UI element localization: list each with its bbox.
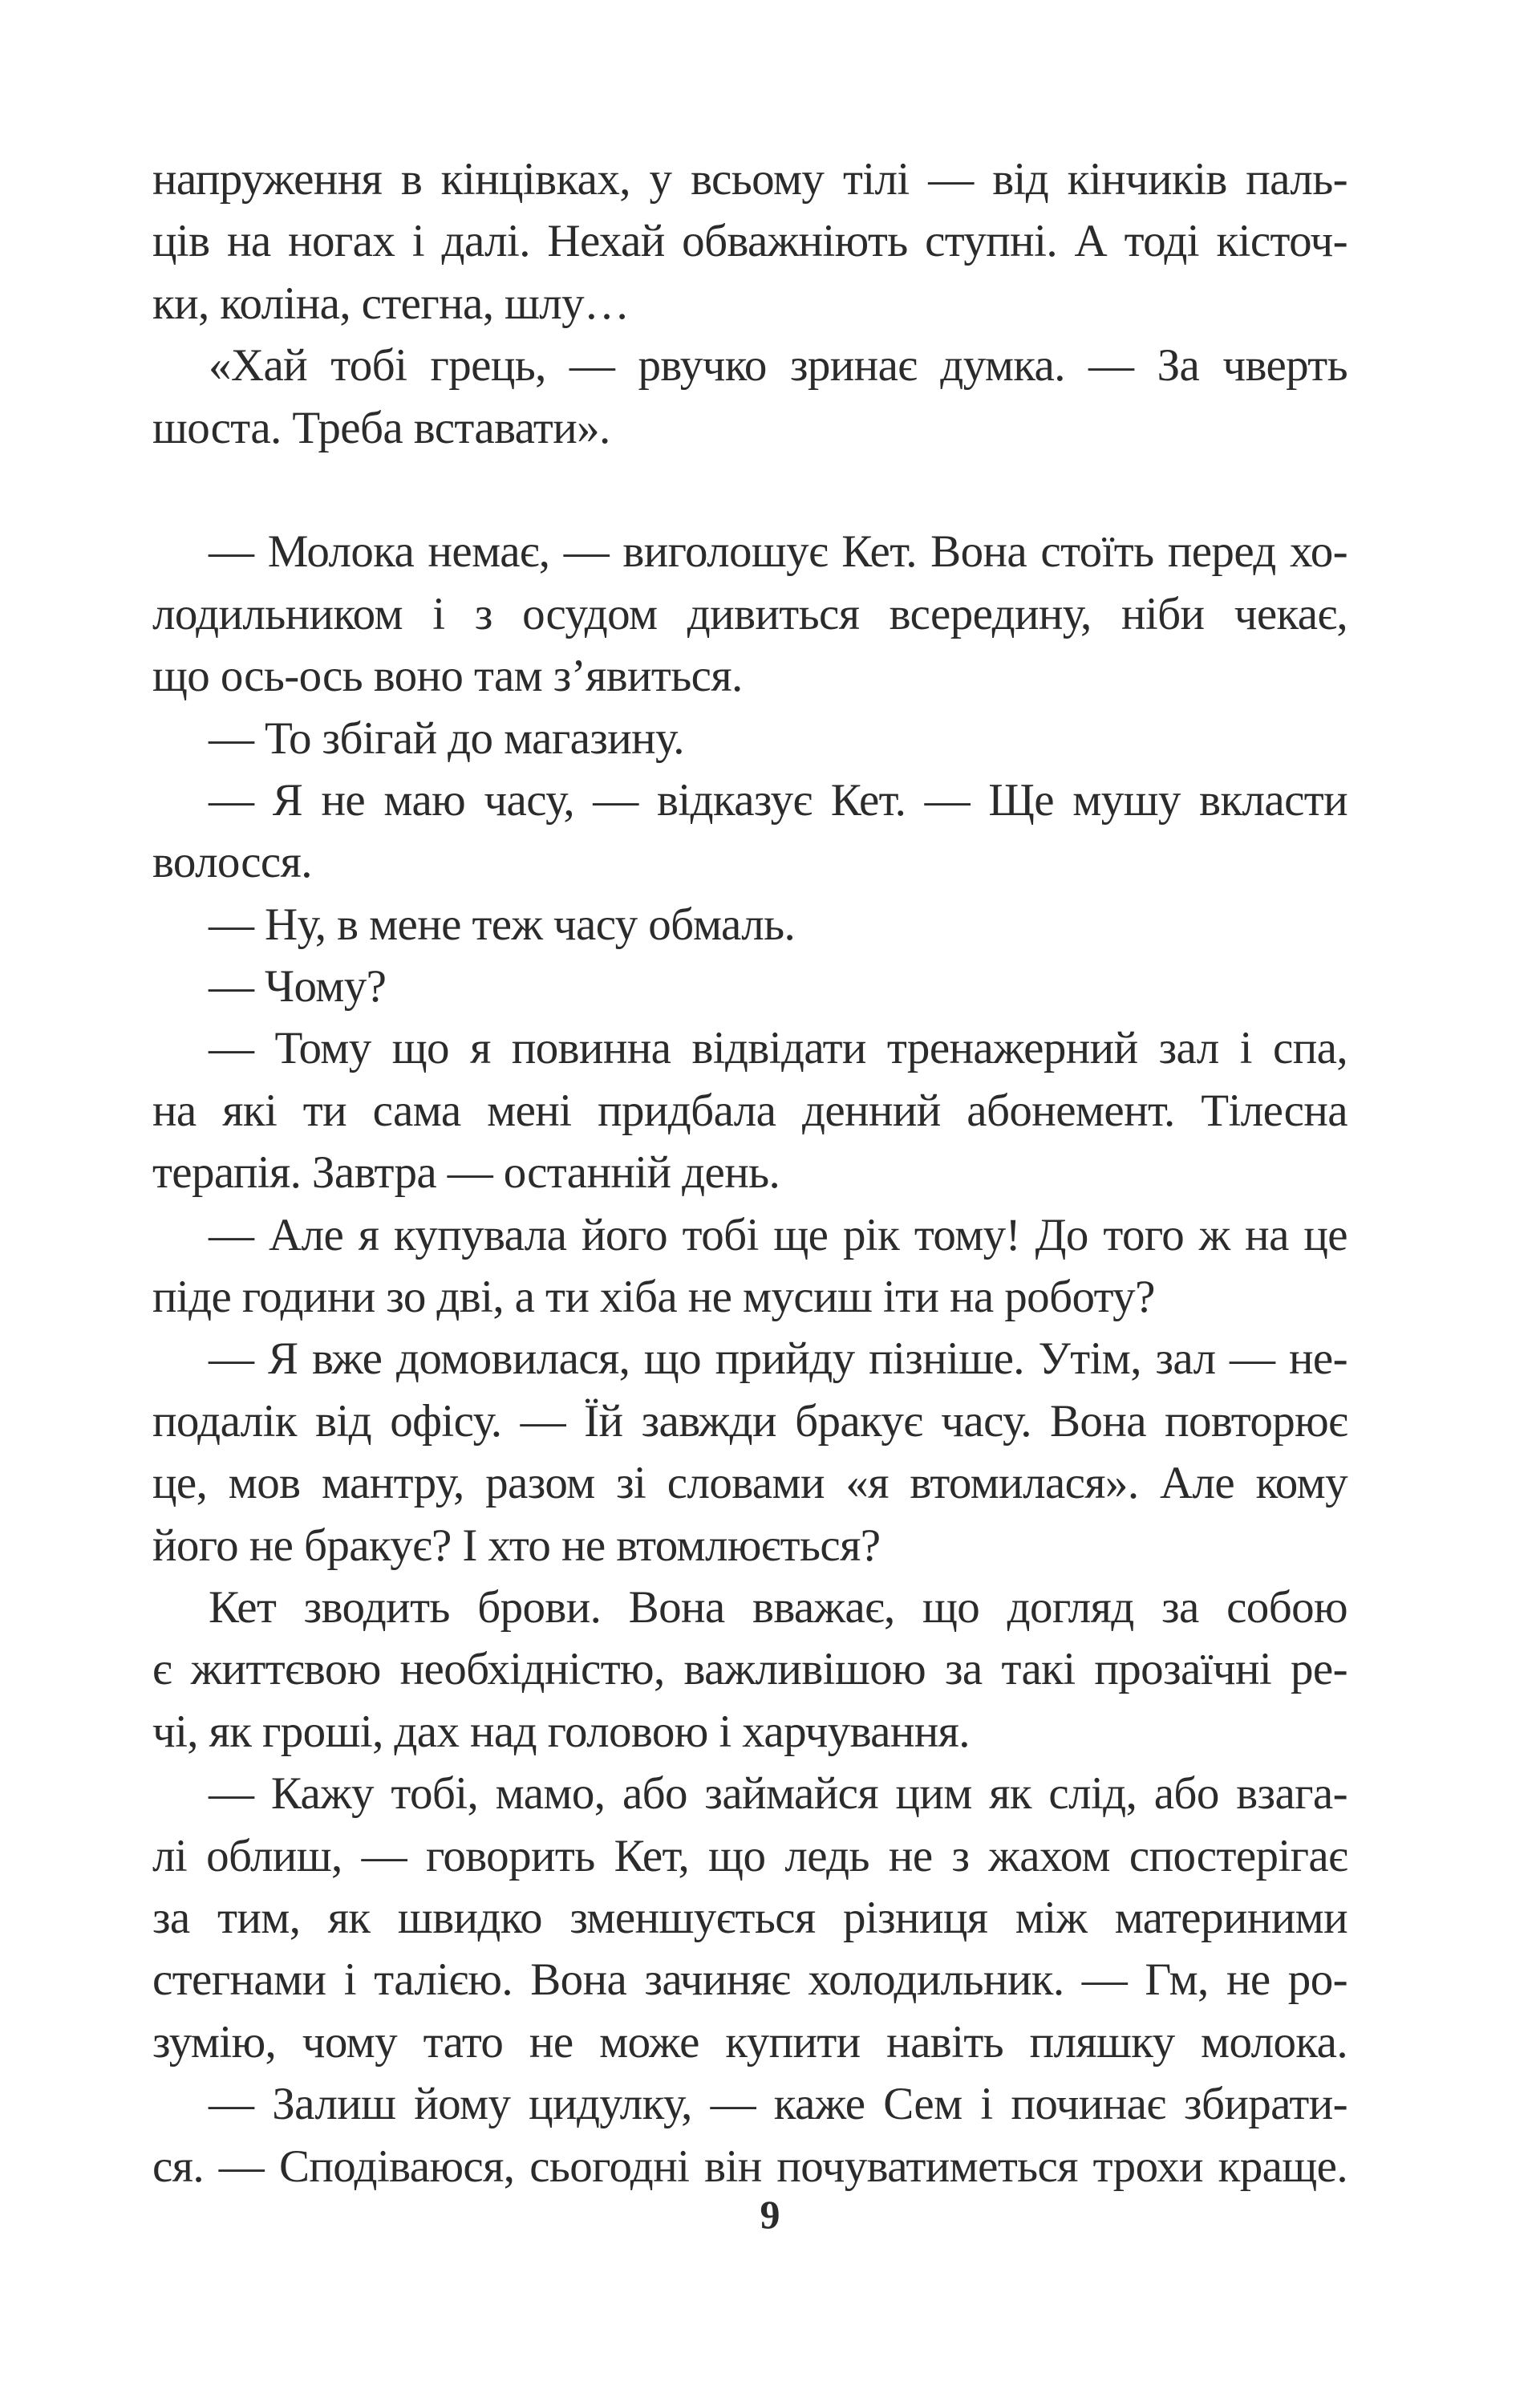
page-number: 9 bbox=[760, 2192, 780, 2237]
text-line: стегнами і талією. Вона зачиняє холодильник. — Гм, не ро- bbox=[152, 1954, 1348, 2006]
text-line: піде години зо дві, а ти хіба не мусиш іти на роботу? bbox=[152, 1272, 1155, 1323]
text-line: ки, коліна, стегна, шлу… bbox=[152, 278, 630, 329]
text-line: його не бракує? І хто не втомлюється? bbox=[152, 1520, 881, 1571]
text-line: — Ну, в мене теж часу обмаль. bbox=[209, 899, 796, 950]
text-line: подалік від офісу. — Їй завжди бракує часу. Вона повторює bbox=[152, 1395, 1348, 1447]
text-line: «Хай тобі грець, — рвучко зринає думка. — За чверть bbox=[209, 340, 1348, 392]
text-line: на які ти сама мені придбала денний абонемент. Тілесна bbox=[152, 1085, 1348, 1136]
text-line: — Але я купувала його тобі ще рік тому! До того ж на це bbox=[209, 1209, 1348, 1260]
text-line: — Залиш йому цидулку, — каже Сем і починає збирати- bbox=[209, 2079, 1348, 2130]
text-line: волосся. bbox=[152, 837, 312, 888]
text-line: це, мов мантру, разом зі словами «я втомилася». Але кому bbox=[152, 1458, 1348, 1509]
text-line: терапія. Завтра — останній день. bbox=[152, 1147, 780, 1199]
text-line: — Чому? bbox=[209, 961, 387, 1012]
text-line: шоста. Треба вставати». bbox=[152, 402, 610, 453]
book-page-text bbox=[152, 148, 1348, 2197]
section-break bbox=[152, 459, 1348, 521]
text-line: є життєвою необхідністю, важливішою за такі прозаїчні ре- bbox=[152, 1644, 1348, 1695]
text-line: Кет зводить брови. Вона вважає, що догляд за собою bbox=[209, 1581, 1348, 1633]
text-line: лі облиш, — говорить Кет, що ледь не з жахом спостерігає bbox=[152, 1830, 1348, 1881]
text-line: — Я вже домовилася, що прийду пізніше. Утім, зал — не- bbox=[209, 1333, 1348, 1385]
text-line: — Молока немає, — виголошує Кет. Вона стоїть перед хо- bbox=[209, 526, 1348, 578]
text-line: зумію, чому тато не може купити навіть пляшку молока. bbox=[152, 2016, 1348, 2068]
text-line: — Кажу тобі, мамо, або займайся цим як слід, або взага- bbox=[209, 1768, 1348, 1820]
text-line: за тим, як швидко зменшується різниця між материними bbox=[152, 1892, 1348, 1943]
text-line: — Я не маю часу, — відказує Кет. — Ще мушу вкласти bbox=[209, 774, 1348, 826]
text-line: напруження в кінцівках, у всьому тілі — від кінчиків паль- bbox=[152, 154, 1348, 205]
text-line: — Тому що я повинна відвідати тренажерний зал і спа, bbox=[209, 1023, 1348, 1074]
text-line: ся. — Сподіваюся, сьогодні він почуватиметься трохи краще. bbox=[152, 2141, 1348, 2192]
text-line: чі, як гроші, дах над головою і харчування. bbox=[152, 1706, 970, 1757]
text-line: ців на ногах і далі. Нехай обважніють ступні. А тоді кісточ- bbox=[152, 216, 1348, 267]
text-line: лодильником і з осудом дивиться всередину, ніби чекає, bbox=[152, 588, 1348, 639]
text-line: — То збігай до магазину. bbox=[209, 712, 684, 764]
text-line: що ось-ось воно там з’явиться. bbox=[152, 651, 743, 702]
